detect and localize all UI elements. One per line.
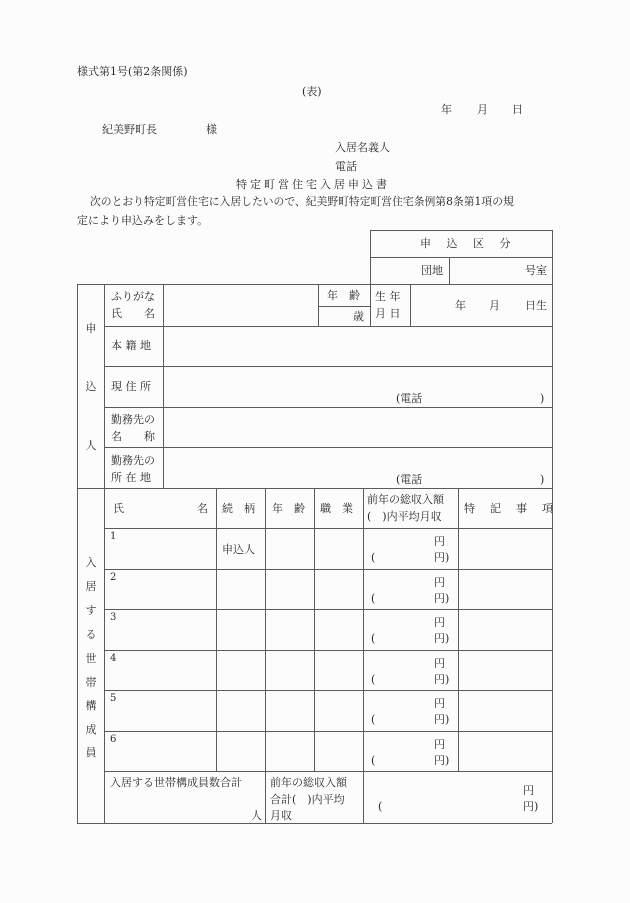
member-name-input[interactable] [106,692,214,729]
total-yen-close: 円) [523,800,539,813]
member-name-input[interactable] [106,611,214,648]
member-relation-input[interactable] [218,611,263,648]
col-name-2: 名 [197,502,208,515]
member-notes-input[interactable] [460,692,550,729]
member-income-yen: 円 [434,697,445,710]
section-label-char: 成 [85,723,97,736]
section-label-char: 構 [85,699,97,712]
member-income-yen: 円 [434,576,445,589]
member-relation-input[interactable] [218,733,263,770]
member-income-yen: 円 [434,535,445,548]
total-members-label: 入居する世帯構成員数合計 [110,776,242,789]
furigana-input[interactable] [165,286,316,304]
intro-line-1: 次のとおり特定町営住宅に入居したいので、紀美野町特定町営住宅条例第8条第1項の規 [90,195,514,208]
member-income-yen-close: 円) [434,673,450,686]
total-yen: 円 [523,784,534,797]
col-occupation: 職 業 [320,502,353,515]
member-age-input[interactable] [267,692,312,729]
workplace-address-label-1: 勤務先の [111,454,155,467]
member-income-yen: 円 [434,657,445,670]
workplace-phone-close: ) [540,473,545,486]
phone-label: 電話 [335,160,357,173]
section-label-char: 居 [85,580,97,593]
member-occupation-input[interactable] [316,692,361,729]
form-number: 様式第1号(第2条関係) [77,65,188,78]
member-income-yen: 円 [434,738,445,751]
total-income-label-3: 月収 [270,809,292,822]
col-income-2: ( )内平均月収 [367,510,442,523]
addressee: 紀美野町長 [102,123,157,136]
address-phone-close: ) [540,392,545,405]
member-age-input[interactable] [267,530,312,567]
col-age: 年 齢 [272,502,305,515]
col-notes: 特 記 事 項 [464,502,555,515]
member-age-input[interactable] [267,611,312,648]
section-label-char: 申 [85,322,97,335]
member-notes-input[interactable] [460,611,550,648]
furigana-label: ふりがな [111,290,155,303]
member-occupation-input[interactable] [316,530,361,567]
section-label-char: 員 [85,746,97,759]
workplace-name-label-2: 名 称 [111,430,155,443]
member-name-input[interactable] [106,652,214,689]
row-number: 4 [110,653,117,664]
member-relation-input[interactable] [218,692,263,729]
category-title: 申 込 区 分 [420,237,517,250]
member-income-yen-close: 円) [434,754,450,767]
address-label: 現 住 所 [111,380,151,393]
section-label-char: る [85,628,97,641]
workplace-name-input[interactable] [165,409,550,445]
member-income-paren-open: ( [371,551,376,564]
applicant-label: 入居名義人 [335,141,390,154]
member-age-input[interactable] [267,733,312,770]
total-income-label-2: 合計( )内平均 [270,793,345,806]
member-income-paren-open: ( [371,673,376,686]
workplace-address-input[interactable] [165,449,550,486]
date-year-label: 年 [441,103,452,116]
section-label-char: 帯 [85,676,97,689]
row-number: 6 [110,734,117,745]
date-day-label: 日 [512,103,523,116]
age-input[interactable] [320,308,350,324]
section-label-char: す [85,604,97,617]
age-unit: 歳 [353,310,364,323]
total-members-unit: 人 [251,809,262,822]
member-occupation-input[interactable] [316,652,361,689]
col-name-1: 氏 [113,502,124,515]
workplace-name-label-1: 勤務先の [111,413,155,426]
member-relation-input[interactable] [218,652,263,689]
total-paren-open: ( [378,800,383,813]
intro-line-2: 定により申込みをします。 [77,214,209,227]
member-notes-input[interactable] [460,652,550,689]
member-income-paren-open: ( [371,713,376,726]
row-number: 2 [110,572,117,583]
name-input[interactable] [165,304,316,324]
section-label-char: 世 [85,652,97,665]
section-label-char: 込 [85,380,97,393]
member-occupation-input[interactable] [316,611,361,648]
address-input[interactable] [165,368,550,405]
honorific: 様 [206,123,217,136]
side-label: (表) [302,85,322,98]
domicile-input[interactable] [165,328,550,364]
member-notes-input[interactable] [460,571,550,608]
member-age-input[interactable] [267,571,312,608]
room-label: 号室 [525,264,547,277]
date-month-label: 月 [477,103,488,116]
total-members-input[interactable] [106,795,246,821]
birth-year-label: 年 [455,299,466,312]
danchi-input[interactable] [372,259,418,282]
address-phone-open: (電話 [396,392,423,405]
member-occupation-input[interactable] [316,571,361,608]
member-name-input[interactable] [106,571,214,608]
member-income-paren-open: ( [371,632,376,645]
member-age-input[interactable] [267,652,312,689]
total-income-label-1: 前年の総収入額 [270,776,347,789]
birthdate-label-1: 生 年 [375,290,401,303]
member-notes-input[interactable] [460,733,550,770]
member-income-paren-open: ( [371,592,376,605]
member-relation-input[interactable] [218,571,263,608]
total-income-input[interactable] [365,773,550,821]
page-title: 特定町営住宅入居申込書 [236,178,390,191]
section-label-char: 人 [85,439,97,452]
danchi-label: 団地 [421,264,443,277]
member-notes-input[interactable] [460,530,550,567]
col-relation: 続 柄 [222,502,255,515]
member-occupation-input[interactable] [316,733,361,770]
domicile-label: 本 籍 地 [111,339,151,352]
age-label: 年 齢 [327,289,360,302]
row-number: 1 [110,531,117,542]
member-income-yen-close: 円) [434,713,450,726]
row-number: 3 [110,612,117,623]
member-income-yen-close: 円) [434,592,450,605]
row-number: 5 [110,693,117,704]
name-label: 氏 名 [111,307,155,320]
birth-month-label: 月 [489,299,500,312]
member-income-yen: 円 [434,616,445,629]
section-label-char: 入 [85,556,97,569]
member-income-yen-close: 円) [434,551,450,564]
member-income-paren-open: ( [371,754,376,767]
member-name-input[interactable] [106,733,214,770]
col-income-1: 前年の総収入額 [367,493,444,506]
workplace-address-label-2: 所 在 地 [111,471,151,484]
member-income-yen-close: 円) [434,632,450,645]
birthdate-label-2: 月 日 [375,307,401,320]
room-number-input[interactable] [451,259,523,282]
workplace-phone-open: (電話 [396,473,423,486]
member-relation: 申込人 [222,543,255,556]
member-name-input[interactable] [106,530,214,567]
birth-day-label: 日生 [525,299,547,312]
